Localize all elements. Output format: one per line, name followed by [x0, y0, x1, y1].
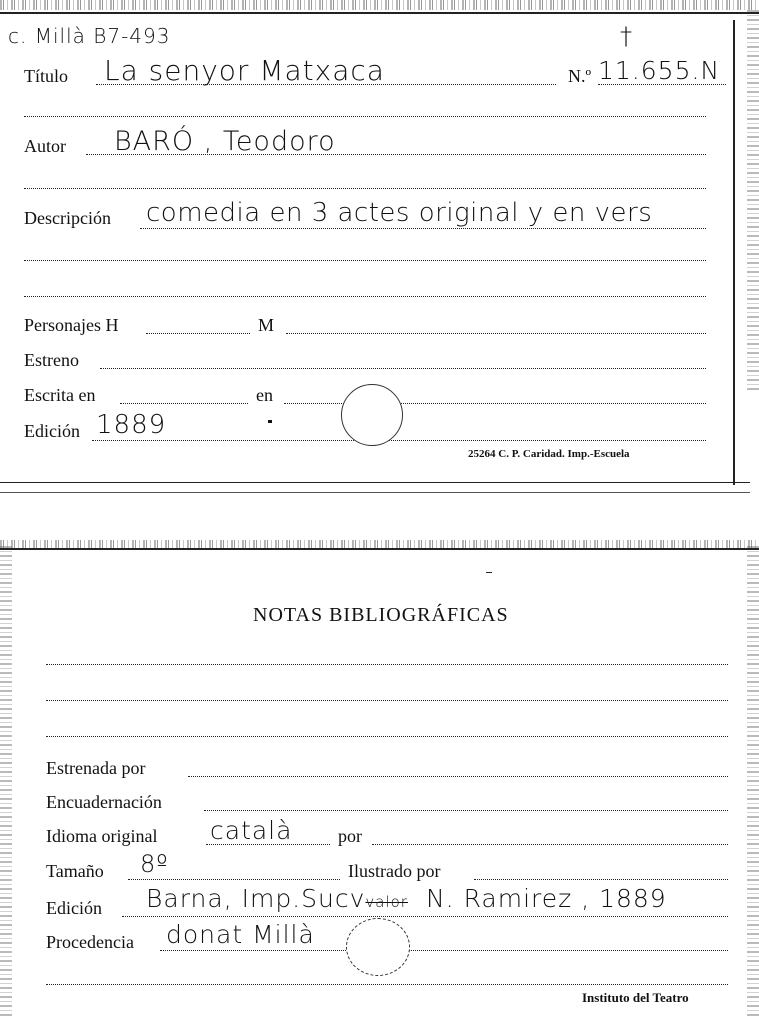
scan-noise-left: [0, 546, 12, 1016]
card-top-edge: [0, 12, 759, 14]
punch-hole-2: [346, 918, 410, 976]
estreno-label: Estreno: [24, 350, 79, 370]
institution-label: Instituto del Teatro: [582, 990, 689, 1005]
idioma-value: català: [210, 816, 293, 845]
edicion2-line: [122, 916, 728, 917]
scan-noise-right: [747, 10, 759, 390]
numero-value: 11.655.N: [598, 56, 721, 85]
card-right-edge: [733, 20, 735, 485]
notes-line-bottom: [46, 984, 728, 985]
personajes-m-label: M: [258, 315, 275, 335]
edicion-line: [92, 440, 706, 441]
idioma-label: Idioma original: [46, 826, 158, 846]
notes-line-1: [46, 664, 728, 665]
notes-line-2: [46, 700, 728, 701]
punch-hole: [341, 384, 403, 446]
descripcion-line: [140, 228, 706, 229]
procedencia-line: [160, 950, 728, 951]
personajes-m-line: [286, 333, 706, 334]
descripcion-line-3: [24, 296, 706, 297]
card-bottom-shadow: [0, 492, 750, 493]
tamano-value: 8º: [140, 850, 169, 878]
autor-value: BARÓ , Teodoro: [114, 126, 336, 157]
personajes-h-line: [146, 333, 250, 334]
idioma-por-label: por: [338, 826, 362, 846]
notes-line-3: [46, 736, 728, 737]
estrenada-line: [188, 776, 728, 777]
printer-imprint: 25264 C. P. Caridad. Imp.-Escuela: [468, 448, 630, 460]
scan-noise-top: [0, 0, 759, 10]
catalog-card-back: [0, 540, 759, 1028]
card2-top-edge: [0, 548, 759, 550]
encuadernacion-line: [204, 810, 728, 811]
procedencia-label: Procedencia: [46, 932, 134, 952]
notes-heading: NOTAS BIBLIOGRÁFICAS: [253, 604, 509, 626]
edicion-value: 1889: [96, 410, 167, 440]
titulo-value: La senyor Matxaca: [104, 54, 385, 87]
autor-label: Autor: [24, 136, 66, 156]
cross-mark: †: [620, 22, 633, 50]
descripcion-line-2: [24, 260, 706, 261]
edicion2-label: Edición: [46, 898, 102, 918]
idioma-por-line: [372, 844, 728, 845]
ilustrado-line: [474, 879, 728, 880]
numero-label: N.º: [568, 66, 592, 86]
escrita-line: [120, 403, 248, 404]
escrita-en-label: en: [256, 385, 273, 405]
ink-spot: [268, 420, 272, 423]
descripcion-label: Descripción: [24, 208, 111, 228]
scan-noise-right-2: [747, 546, 759, 1016]
encuadernacion-label: Encuadernación: [46, 792, 162, 812]
autor-line-2: [24, 188, 706, 189]
corner-note: c. Millà B7-493: [8, 24, 171, 48]
tamano-line: [128, 879, 340, 880]
descripcion-value: comedia en 3 actes original y en vers: [146, 198, 653, 228]
edicion2-value: Barna, Imp.Sucvvalor N. Ramirez , 1889: [146, 884, 667, 913]
titulo-line-2: [24, 116, 706, 117]
escrita-label: Escrita en: [24, 385, 96, 405]
catalog-card-front: [0, 0, 759, 495]
ilustrado-label: Ilustrado por: [348, 861, 441, 881]
personajes-label: Personajes H: [24, 315, 119, 335]
procedencia-value: donat Millà: [166, 920, 315, 949]
estrenada-label: Estrenada por: [46, 758, 146, 778]
tick-mark: [486, 572, 492, 573]
tamano-label: Tamaño: [46, 861, 104, 881]
edicion-label: Edición: [24, 421, 80, 441]
estreno-line: [100, 368, 706, 369]
card-bottom-edge: [0, 482, 750, 483]
titulo-label: Título: [24, 66, 68, 86]
